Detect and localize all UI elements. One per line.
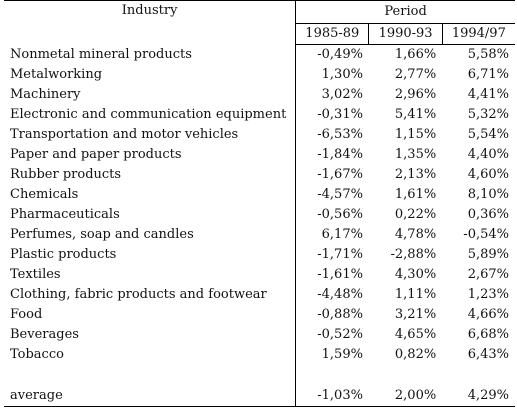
table-row — [4, 165, 515, 185]
table-row — [4, 185, 515, 205]
value-cell: 0,22% — [394, 207, 437, 222]
value-cell: -0,49% — [317, 47, 363, 62]
value-cell: 6,68% — [467, 327, 509, 342]
industry-name-cell: Paper and paper products — [4, 145, 296, 165]
value-cell: -0,54% — [463, 227, 509, 242]
period-column-header: Period — [296, 1, 515, 24]
spacer-cell — [296, 365, 369, 385]
industry-name-cell: Plastic products — [4, 245, 296, 265]
value-cell: 6,17% — [321, 227, 363, 242]
industry-name-cell: Clothing, fabric products and footwear — [4, 285, 296, 305]
value-cell: 5,41% — [394, 107, 437, 122]
industry-name-cell: Electronic and communication equipment — [4, 105, 296, 125]
table-row — [4, 225, 515, 245]
value-cell: 0,82% — [394, 347, 437, 362]
table-row — [4, 345, 515, 365]
industry-name-cell: Pharmaceuticals — [4, 205, 296, 225]
table-row — [4, 305, 515, 325]
value-cell: 2,77% — [394, 67, 437, 82]
value-cell: 5,54% — [467, 127, 509, 142]
industry-name-cell: Rubber products — [4, 165, 296, 185]
value-cell: 1,59% — [321, 347, 363, 362]
value-cell: 1,23% — [467, 287, 509, 302]
table-row — [4, 325, 515, 345]
table-row — [4, 145, 515, 165]
industry-period-table — [4, 0, 515, 407]
value-cell: 5,58% — [467, 47, 509, 62]
value-cell: 1,30% — [321, 67, 363, 82]
table-row — [4, 85, 515, 105]
value-cell: -6,53% — [317, 127, 363, 142]
value-cell: 4,66% — [467, 307, 509, 322]
value-cell: 3,21% — [394, 307, 437, 322]
average-label: average — [4, 385, 296, 407]
industry-name-cell: Textiles — [4, 265, 296, 285]
spacer-cell — [369, 365, 442, 385]
industry-name-cell: Food — [4, 305, 296, 325]
value-cell: 3,02% — [321, 87, 363, 102]
value-cell: 1,11% — [394, 287, 437, 302]
average-row — [4, 385, 515, 407]
value-cell: -1,67% — [317, 167, 363, 182]
industry-name-cell: Transportation and motor vehicles — [4, 125, 296, 145]
period-header-1985-89: 1985-89 — [296, 24, 369, 45]
period-header-1994-97: 1994/97 — [442, 24, 515, 45]
value-cell: -0,88% — [317, 307, 363, 322]
spacer-cell — [442, 365, 515, 385]
value-cell: -1,71% — [317, 247, 363, 262]
value-cell: -1,84% — [317, 147, 363, 162]
value-cell: 1,61% — [394, 187, 437, 202]
value-cell: 4,40% — [467, 147, 509, 162]
value-cell: -4,48% — [317, 287, 363, 302]
value-cell: 1,15% — [394, 127, 437, 142]
average-value-cell: -1,03% — [296, 385, 369, 407]
industry-name-cell: Machinery — [4, 85, 296, 105]
value-cell: -4,57% — [317, 187, 363, 202]
value-cell: 5,32% — [467, 107, 509, 122]
value-cell: 2,96% — [394, 87, 437, 102]
value-cell: 0,36% — [467, 207, 509, 222]
value-cell: 1,66% — [394, 47, 437, 62]
spacer-row — [4, 365, 515, 385]
value-cell: 8,10% — [467, 187, 509, 202]
value-cell: 6,71% — [467, 67, 509, 82]
table-row — [4, 285, 515, 305]
industry-name-cell: Beverages — [4, 325, 296, 345]
industry-name-cell: Perfumes, soap and candles — [4, 225, 296, 245]
table-row — [4, 45, 515, 66]
industry-name-cell: Tobacco — [4, 345, 296, 365]
table-row — [4, 65, 515, 85]
table-header-row — [4, 1, 515, 24]
value-cell: 4,41% — [467, 87, 509, 102]
table-row — [4, 205, 515, 225]
table-body — [4, 45, 515, 407]
value-cell: 5,89% — [467, 247, 509, 262]
value-cell: 4,78% — [394, 227, 437, 242]
value-cell: -0,52% — [317, 327, 363, 342]
industry-name-cell: Chemicals — [4, 185, 296, 205]
value-cell: -2,88% — [390, 247, 437, 262]
table-row — [4, 245, 515, 265]
value-cell: 4,60% — [467, 167, 509, 182]
value-cell: 2,13% — [394, 167, 437, 182]
value-cell: 4,65% — [394, 327, 437, 342]
average-value-cell: 4,29% — [442, 385, 515, 407]
industry-name-cell: Nonmetal mineral products — [4, 45, 296, 66]
average-value-cell: 2,00% — [369, 385, 442, 407]
value-cell: 1,35% — [394, 147, 437, 162]
value-cell: 6,43% — [467, 347, 509, 362]
table-row — [4, 265, 515, 285]
period-header-1990-93: 1990-93 — [369, 24, 442, 45]
value-cell: -1,61% — [317, 267, 363, 282]
industry-column-header: Industry — [4, 1, 296, 45]
industry-name-cell: Metalworking — [4, 65, 296, 85]
value-cell: 4,30% — [394, 267, 437, 282]
value-cell: -0,31% — [317, 107, 363, 122]
value-cell: -0,56% — [317, 207, 363, 222]
value-cell: 2,67% — [467, 267, 509, 282]
table-row — [4, 105, 515, 125]
spacer-cell — [4, 365, 296, 385]
table-row — [4, 125, 515, 145]
